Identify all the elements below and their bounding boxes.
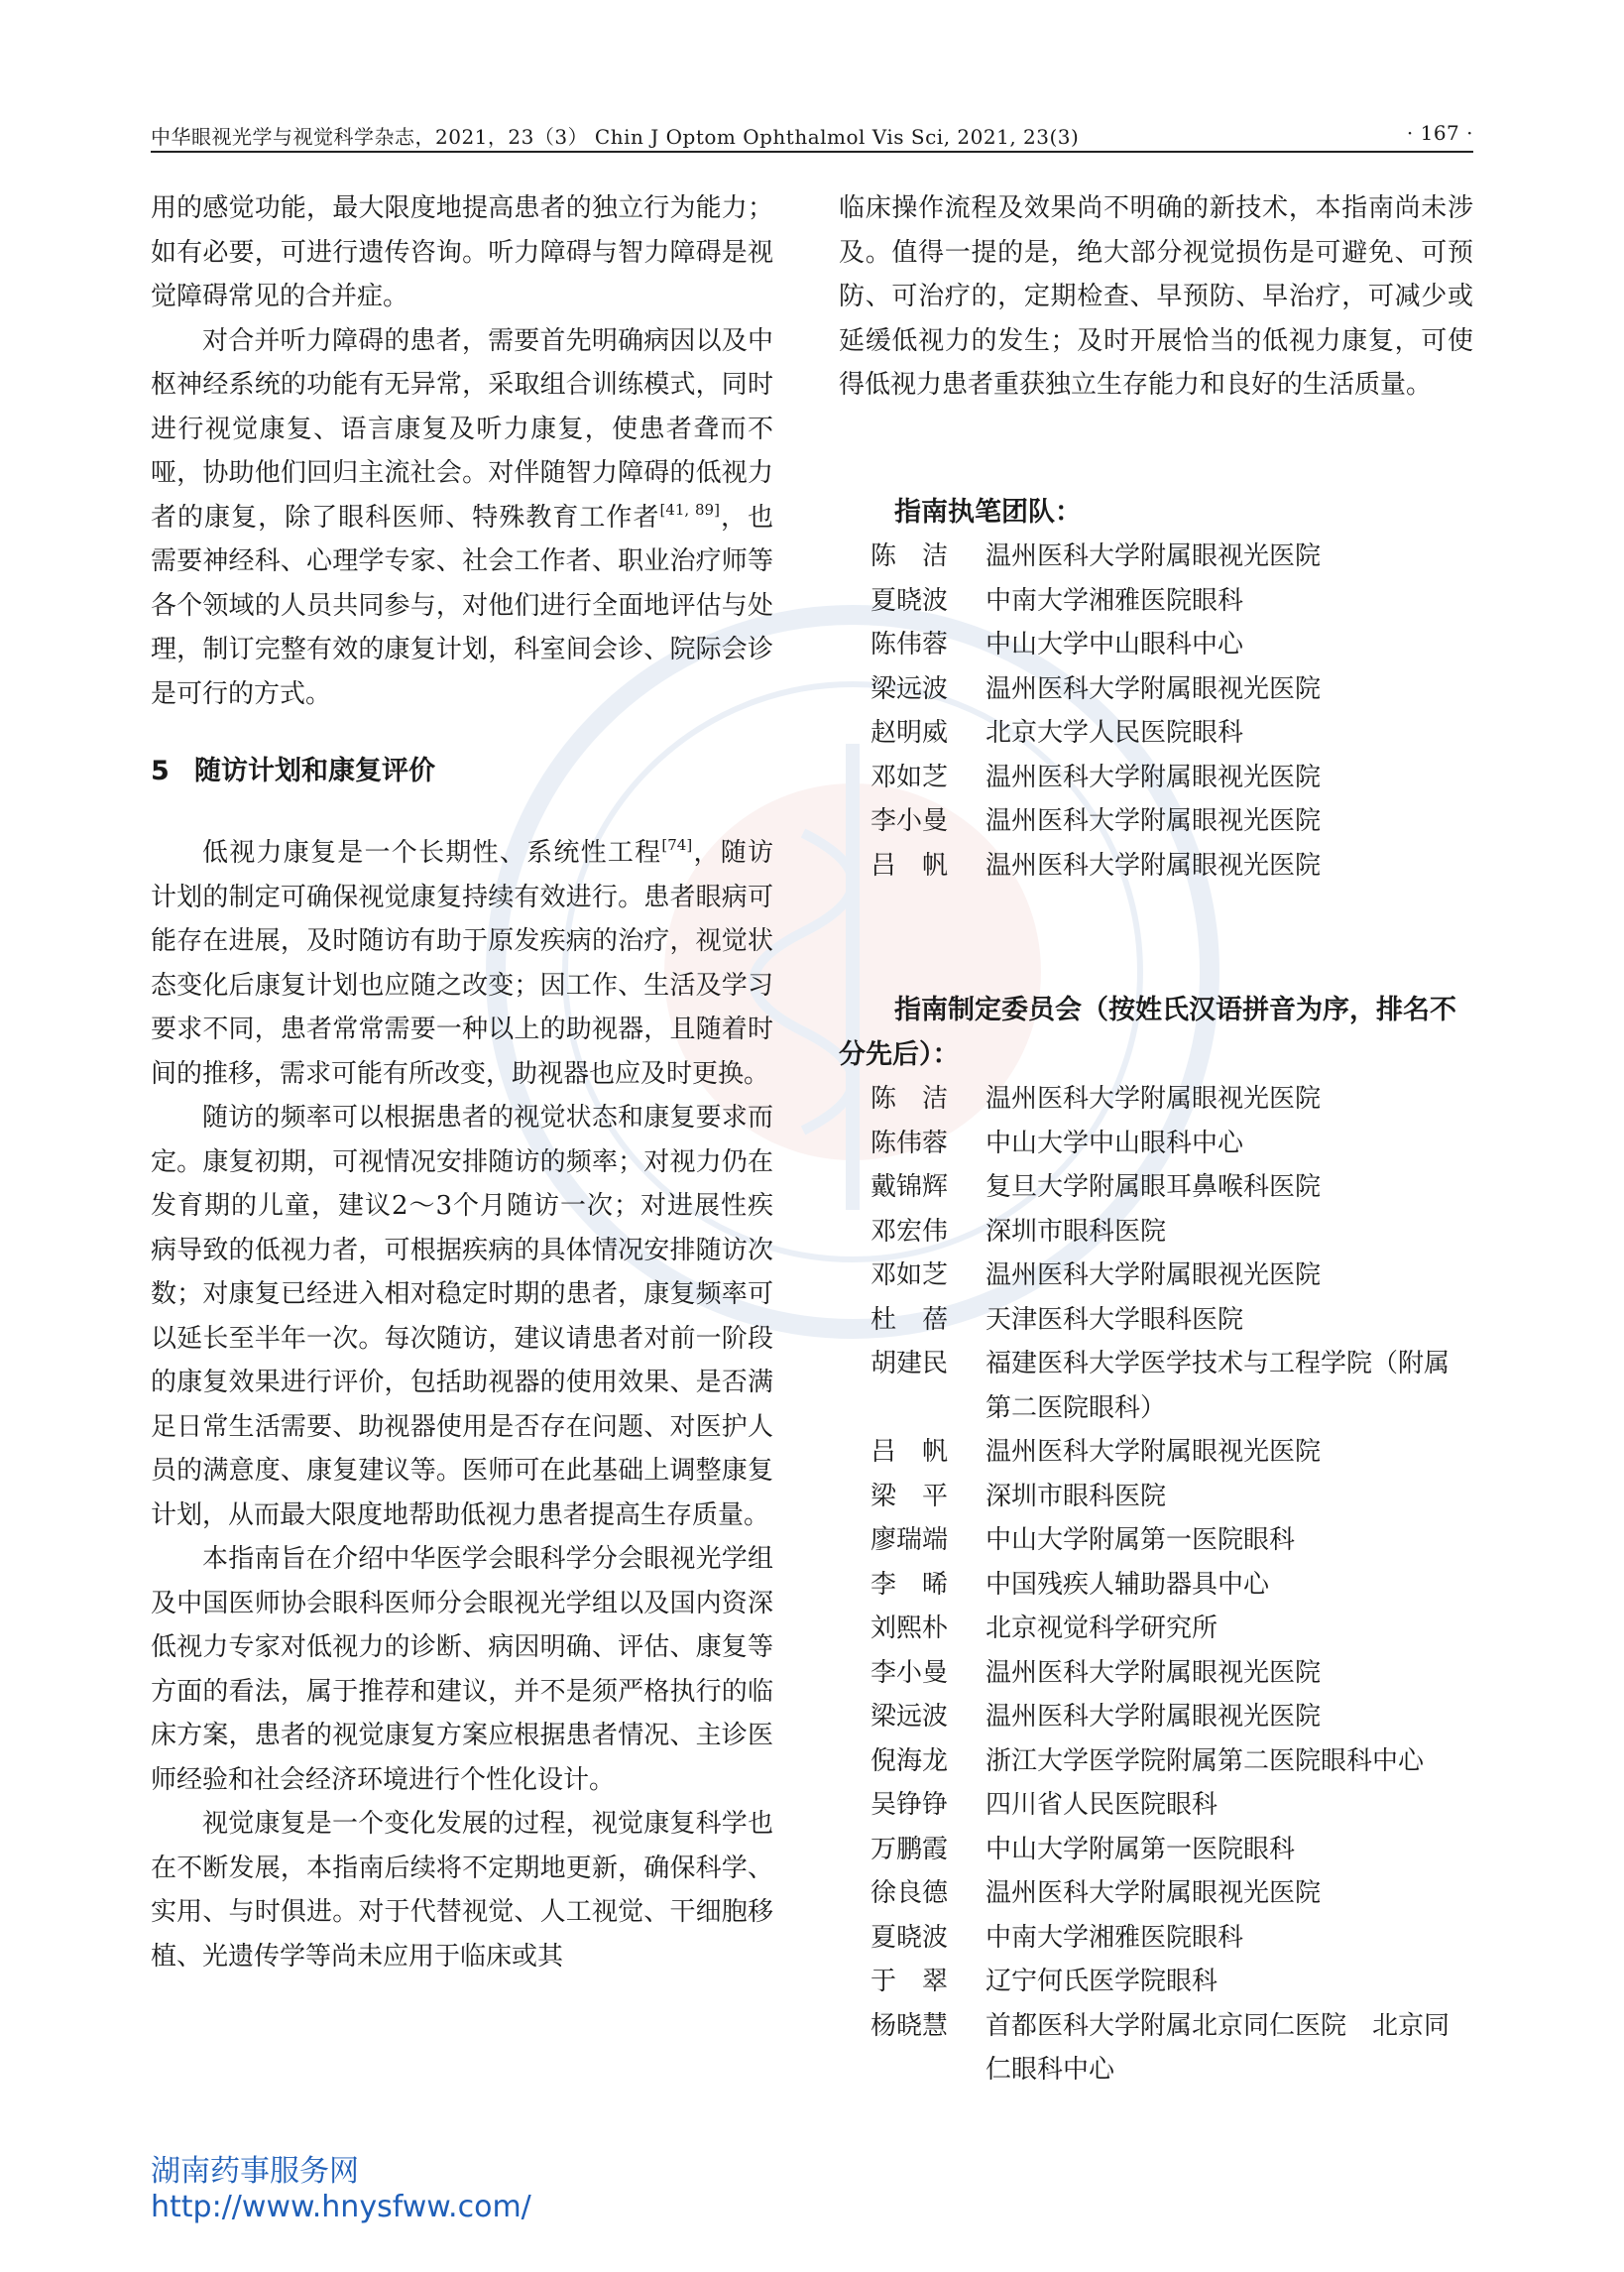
member-affiliation: 中山大学附属第一医院眼科 xyxy=(986,1525,1296,1555)
member-name: 梁 平 xyxy=(870,1481,949,1511)
committee-list xyxy=(839,1077,1473,2093)
member-row xyxy=(839,1165,1473,1210)
footer-url-link[interactable]: http://www.hnysfww.com/ xyxy=(151,2190,531,2224)
section-title: 随访计划和康复评价 xyxy=(194,756,435,786)
member-name: 梁远波 xyxy=(870,673,949,704)
member-row xyxy=(839,1430,1473,1475)
member-affiliation: 首都医科大学附属北京同仁医院 北京同仁眼科中心 xyxy=(986,2010,1450,2085)
section-number: 5 xyxy=(151,756,170,786)
member-affiliation: 中山大学中山眼科中心 xyxy=(986,1128,1244,1158)
member-affiliation: 辽宁何氏医学院眼科 xyxy=(986,1967,1218,1996)
member-name: 廖瑞端 xyxy=(870,1525,949,1555)
member-row xyxy=(839,1871,1473,1916)
member-affiliation: 复旦大学附属眼耳鼻喉科医院 xyxy=(986,1172,1322,1202)
member-row xyxy=(839,1651,1473,1696)
member-row xyxy=(839,1210,1473,1255)
member-row xyxy=(839,535,1473,579)
member-affiliation: 温州医科大学附属眼视光医院 xyxy=(986,541,1322,571)
paragraph xyxy=(151,831,773,1096)
member-name: 李小曼 xyxy=(870,806,949,836)
member-affiliation: 温州医科大学附属眼视光医院 xyxy=(986,1657,1322,1688)
member-affiliation: 福建医科大学医学技术与工程学院（附属第二医院眼科） xyxy=(986,1349,1450,1423)
member-name: 陈 洁 xyxy=(870,1084,949,1114)
member-row xyxy=(839,1916,1473,1961)
member-name: 刘熙朴 xyxy=(870,1614,949,1643)
member-name: 万鹏霞 xyxy=(870,1834,949,1864)
member-affiliation: 深圳市眼科医院 xyxy=(986,1216,1167,1247)
citation-ref: [41, 89] xyxy=(659,500,720,519)
member-affiliation: 温州医科大学附属眼视光医院 xyxy=(986,1702,1322,1732)
member-affiliation: 北京视觉科学研究所 xyxy=(986,1614,1218,1643)
paragraph-text: ，也需要神经科、心理学专家、社会工作者、职业治疗师等各个领域的人员共同参与，对他们进行全面地评估与处理，制订完整有效的康复计划，科室间会诊、院际会诊是可行的方式。 xyxy=(151,502,773,709)
member-affiliation: 温州医科大学附属眼视光医院 xyxy=(986,1260,1322,1290)
right-column xyxy=(839,186,1473,2093)
member-affiliation: 温州医科大学附属眼视光医院 xyxy=(986,762,1322,792)
member-name: 夏晓波 xyxy=(870,1922,949,1953)
writing-team-title: 指南执笔团队： xyxy=(894,496,1082,528)
member-name: 李 晞 xyxy=(870,1569,949,1600)
paragraph: 临床操作流程及效果尚不明确的新技术，本指南尚未涉及。值得一提的是，绝大部分视觉损伤是可避免、可预防、可治疗的，定期检查、早预防、早治疗，可减少或延缓低视力的发生；及时开展恰当的低视力康复，可使得低视力患者重获独立生存能力和良好的生活质量。 xyxy=(839,193,1473,400)
member-row xyxy=(839,667,1473,712)
member-row xyxy=(839,1298,1473,1343)
member-affiliation: 温州医科大学附属眼视光医院 xyxy=(986,806,1322,836)
member-name: 杨晓慧 xyxy=(870,2010,949,2041)
citation-ref: [74] xyxy=(661,836,693,854)
member-affiliation: 温州医科大学附属眼视光医院 xyxy=(986,1437,1322,1467)
member-affiliation: 四川省人民医院眼科 xyxy=(986,1790,1218,1820)
paragraph: 用的感觉功能，最大限度地提高患者的独立行为能力；如有必要，可进行遗传咨询。听力障碍与智力障碍是视觉障碍常见的合并症。 xyxy=(151,193,773,311)
paragraph-text: 对合并听力障碍的患者，需要首先明确病因以及中枢神经系统的功能有无异常，采取组合训练模式，同时进行视觉康复、语言康复及听力康复，使患者聋而不哑，协助他们回归主流社会。对伴随智力障碍的低视力者的康复，除了眼科医师、特殊教育工作者 xyxy=(151,325,773,533)
paragraph-text: ，随访计划的制定可确保视觉康复持续有效进行。患者眼病可能存在进展，及时随访有助于原发疾病的治疗，视觉状态变化后康复计划也应随之改变；因工作、生活及学习要求不同，患者常常需要一种以上的助视器，且随着时间的推移，需求可能有所改变，助视器也应及时更换。 xyxy=(151,838,773,1089)
journal-citation: 中华眼视光学与视觉科学杂志，2021，23（3） Chin J Optom Ophthalmol Vis Sci, 2021, 23(3) xyxy=(151,125,1080,149)
paragraph-text: 低视力康复是一个长期性、系统性工程 xyxy=(202,838,662,868)
member-name: 邓如芝 xyxy=(870,1260,949,1290)
footer-brand-name: 湖南药事服务网 xyxy=(151,2154,359,2189)
member-affiliation: 温州医科大学附属眼视光医院 xyxy=(986,673,1322,704)
member-row xyxy=(839,1077,1473,1122)
member-affiliation: 深圳市眼科医院 xyxy=(986,1481,1167,1511)
member-name: 倪海龙 xyxy=(870,1745,949,1776)
member-name: 赵明威 xyxy=(870,718,949,748)
member-affiliation: 中山大学附属第一医院眼科 xyxy=(986,1834,1296,1864)
member-row xyxy=(839,1607,1473,1651)
member-row xyxy=(839,623,1473,667)
member-row xyxy=(839,1563,1473,1608)
member-row xyxy=(839,799,1473,844)
member-name: 夏晓波 xyxy=(870,585,949,616)
member-name: 陈伟蓉 xyxy=(870,1128,949,1158)
left-column xyxy=(151,186,773,1978)
member-name: 戴锦辉 xyxy=(870,1172,949,1202)
member-name: 吕 帆 xyxy=(870,850,949,881)
paragraph: 本指南旨在介绍中华医学会眼科学分会眼视光学组及中国医师协会眼科医师分会眼视光学组以及国内资深低视力专家对低视力的诊断、病因明确、评估、康复等方面的看法，属于推荐和建议，并不是须严格执行的临床方案，患者的视觉康复方案应根据患者情况、主诊医师经验和社会经济环境进行个性化设计。 xyxy=(151,1544,773,1795)
member-row xyxy=(839,1960,1473,2004)
member-affiliation: 中南大学湘雅医院眼科 xyxy=(986,1922,1244,1953)
member-row xyxy=(839,1122,1473,1166)
member-name: 陈伟蓉 xyxy=(870,630,949,659)
page-number: · 167 · xyxy=(1406,121,1473,145)
member-name: 吕 帆 xyxy=(870,1437,949,1467)
paragraph: 随访的频率可以根据患者的视觉状态和康复要求而定。康复初期，可视情况安排随访的频率；对视力仍在发育期的儿童，建议2～3个月随访一次；对进展性疾病导致的低视力者，可根据疾病的具体情况安排随访次数；对康复已经进入相对稳定时期的患者，康复频率可以延长至半年一次。每次随访，建议请患者对前一阶段的康复效果进行评价，包括助视器的使用效果、是否满足日常生活需要、助视器使用是否存在问题、对医护人员的满意度、康复建议等。医师可在此基础上调整康复计划，从而最大限度地帮助低视力患者提高生存质量。 xyxy=(151,1103,773,1530)
member-name: 李小曼 xyxy=(870,1657,949,1688)
member-name: 陈 洁 xyxy=(870,541,949,571)
member-row xyxy=(839,1783,1473,1828)
member-affiliation: 中山大学中山眼科中心 xyxy=(986,630,1244,659)
member-row xyxy=(839,756,1473,800)
member-name: 于 翠 xyxy=(870,1967,949,1996)
member-row xyxy=(839,1518,1473,1563)
member-affiliation: 天津医科大学眼科医院 xyxy=(986,1304,1244,1335)
member-name: 梁远波 xyxy=(870,1702,949,1732)
member-row xyxy=(839,1475,1473,1519)
member-affiliation: 温州医科大学附属眼视光医院 xyxy=(986,1878,1322,1908)
member-row xyxy=(839,1342,1473,1430)
member-name: 胡建民 xyxy=(870,1349,949,1378)
writing-team-list xyxy=(839,535,1473,888)
member-row xyxy=(839,1254,1473,1298)
member-name: 邓宏伟 xyxy=(870,1216,949,1247)
member-affiliation: 北京大学人民医院眼科 xyxy=(986,718,1244,748)
member-row xyxy=(839,579,1473,624)
member-row xyxy=(839,844,1473,889)
member-name: 杜 蓓 xyxy=(870,1304,949,1335)
member-row xyxy=(839,711,1473,756)
section-heading xyxy=(151,750,773,793)
member-affiliation: 中国残疾人辅助器具中心 xyxy=(986,1569,1270,1600)
member-name: 徐良德 xyxy=(870,1878,949,1908)
member-affiliation: 中南大学湘雅医院眼科 xyxy=(986,585,1244,616)
paragraph xyxy=(151,319,773,717)
member-row xyxy=(839,2004,1473,2093)
member-row xyxy=(839,1695,1473,1739)
committee-title: 指南制定委员会（按姓氏汉语拼音为序，排名不分先后）： xyxy=(839,995,1456,1070)
member-name: 邓如芝 xyxy=(870,762,949,792)
paragraph: 视觉康复是一个变化发展的过程，视觉康复科学也在不断发展，本指南后续将不定期地更新，确保科学、实用、与时俱进。对于代替视觉、人工视觉、干细胞移植、光遗传学等尚未应用于临床或其 xyxy=(151,1809,773,1972)
member-name: 吴铮铮 xyxy=(870,1790,949,1820)
footer-watermark-text xyxy=(151,2154,531,2225)
member-affiliation: 温州医科大学附属眼视光医院 xyxy=(986,850,1322,881)
running-header xyxy=(151,117,1473,153)
member-row xyxy=(839,1739,1473,1784)
member-affiliation: 温州医科大学附属眼视光医院 xyxy=(986,1084,1322,1114)
member-affiliation: 浙江大学医学院附属第二医院眼科中心 xyxy=(986,1745,1425,1776)
member-row xyxy=(839,1828,1473,1872)
